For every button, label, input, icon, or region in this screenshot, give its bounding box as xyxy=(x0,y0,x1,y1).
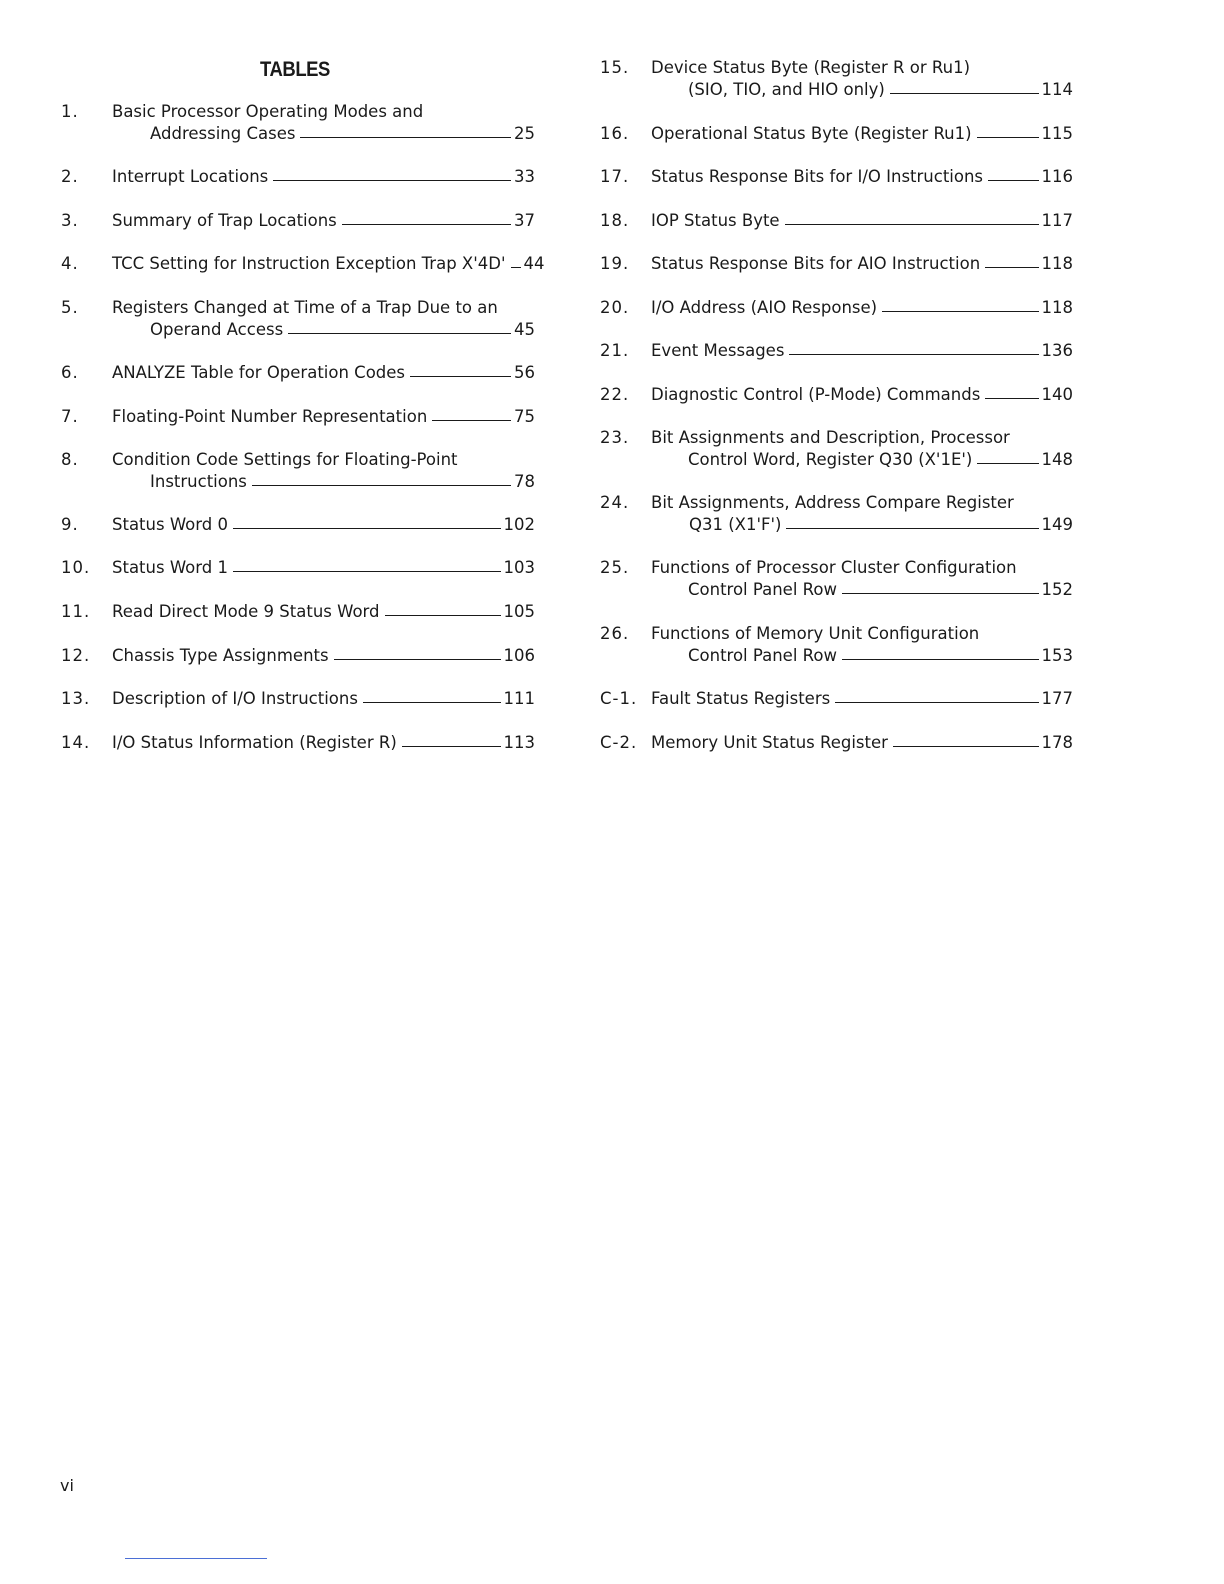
entry-line-with-page xyxy=(651,124,1073,143)
entry-page-number: 102 xyxy=(503,515,535,534)
entry-line-with-page xyxy=(689,515,1073,534)
entry-page-number: 149 xyxy=(1041,515,1073,534)
entry-title-line: Control Panel Row xyxy=(688,580,837,599)
entry-title-line: Event Messages xyxy=(651,341,785,360)
entry-page-number: 44 xyxy=(523,254,545,273)
entry-page-number: 116 xyxy=(1041,167,1073,186)
entry-line-with-page xyxy=(112,254,545,273)
entry-line-with-page xyxy=(688,646,1073,665)
leader-line xyxy=(786,515,1038,529)
entry-page-number: 177 xyxy=(1041,689,1073,708)
entry-line-with-page xyxy=(112,167,535,186)
entry-line-with-page xyxy=(651,211,1073,230)
entry-number: 23. xyxy=(600,428,630,447)
entry-line-with-page xyxy=(651,341,1073,360)
entry-title-line: Registers Changed at Time of a Trap Due to an xyxy=(112,298,498,317)
entry-title-line: Status Response Bits for AIO Instruction xyxy=(651,254,981,273)
entry-page-number: 45 xyxy=(514,320,535,339)
entry-number: C-2. xyxy=(600,733,638,752)
entry-title-line: Control Panel Row xyxy=(688,646,837,665)
leader-line xyxy=(252,472,511,486)
entry-page-number: 118 xyxy=(1041,298,1073,317)
entry-title-line: Bit Assignments and Description, Processor xyxy=(651,428,1010,447)
entry-title-line: Functions of Memory Unit Configuration xyxy=(651,624,980,643)
leader-line xyxy=(890,80,1039,94)
entry-title-line: Memory Unit Status Register xyxy=(651,733,888,752)
entry-line-with-page xyxy=(112,733,535,752)
entry-line-with-page xyxy=(112,407,535,426)
entry-title-line: Floating-Point Number Representation xyxy=(112,407,428,426)
leader-line xyxy=(300,124,511,138)
entry-page-number: 111 xyxy=(503,689,535,708)
entry-line-with-page xyxy=(651,254,1073,273)
entry-page-number: 115 xyxy=(1041,124,1073,143)
entry-line-with-page xyxy=(112,558,535,577)
entry-line-with-page xyxy=(651,298,1073,317)
leader-line xyxy=(402,733,501,747)
entry-number: 6. xyxy=(61,363,79,382)
entry-number: 24. xyxy=(600,493,630,512)
entry-title-line: Operational Status Byte (Register Ru1) xyxy=(651,124,972,143)
leader-line xyxy=(977,124,1039,138)
entry-number: 2. xyxy=(61,167,79,186)
entry-page-number: 117 xyxy=(1041,211,1073,230)
entry-page-number: 33 xyxy=(514,167,535,186)
entry-title-line: ANALYZE Table for Operation Codes xyxy=(112,363,406,382)
entry-line-with-page xyxy=(688,450,1073,469)
entry-title-line: Status Response Bits for I/O Instructions xyxy=(651,167,984,186)
entry-title-line: Description of I/O Instructions xyxy=(112,689,358,708)
entry-line-with-page xyxy=(112,363,535,382)
entry-title-line: Device Status Byte (Register R or Ru1) xyxy=(651,58,971,77)
entry-title-line: Read Direct Mode 9 Status Word xyxy=(112,602,380,621)
entry-number: 22. xyxy=(600,385,630,404)
leader-line xyxy=(842,646,1039,660)
leader-line xyxy=(511,254,521,268)
entry-line-with-page xyxy=(651,733,1073,752)
entry-number: 14. xyxy=(61,733,91,752)
entry-page-number: 75 xyxy=(514,407,535,426)
entry-number: 4. xyxy=(61,254,79,273)
leader-line xyxy=(334,646,501,660)
entry-line-with-page xyxy=(112,602,535,621)
entry-number: 3. xyxy=(61,211,79,230)
leader-line xyxy=(288,320,511,334)
entry-page-number: 178 xyxy=(1041,733,1073,752)
entry-title-line: I/O Status Information (Register R) xyxy=(112,733,397,752)
entry-title-line: Chassis Type Assignments xyxy=(112,646,329,665)
entry-page-number: 103 xyxy=(503,558,535,577)
entry-number: 16. xyxy=(600,124,630,143)
entry-number: 9. xyxy=(61,515,79,534)
entry-title-line: Addressing Cases xyxy=(150,124,296,143)
entry-title-line: Basic Processor Operating Modes and xyxy=(112,102,424,121)
entry-title-line: Diagnostic Control (P-Mode) Commands xyxy=(651,385,981,404)
page-number: vi xyxy=(60,1476,74,1495)
entry-line-with-page xyxy=(112,515,535,534)
entry-title-line: IOP Status Byte xyxy=(651,211,780,230)
entry-page-number: 152 xyxy=(1041,580,1073,599)
leader-line xyxy=(432,407,511,421)
leader-line xyxy=(273,167,511,181)
entry-page-number: 37 xyxy=(514,211,535,230)
leader-line xyxy=(985,385,1038,399)
entry-page-number: 78 xyxy=(514,472,535,491)
leader-line xyxy=(385,602,501,616)
entry-page-number: 114 xyxy=(1041,80,1073,99)
entry-line-with-page xyxy=(688,80,1073,99)
entry-title-line: Status Word 1 xyxy=(112,558,228,577)
page-title: TABLES xyxy=(260,58,330,81)
entry-number: 19. xyxy=(600,254,630,273)
entry-line-with-page xyxy=(651,385,1073,404)
entry-title-line: Interrupt Locations xyxy=(112,167,269,186)
entry-page-number: 148 xyxy=(1041,450,1073,469)
entry-title-line: (SIO, TIO, and HIO only) xyxy=(688,80,885,99)
entry-number: 13. xyxy=(61,689,91,708)
leader-line xyxy=(785,211,1039,225)
leader-line xyxy=(233,558,501,572)
entry-page-number: 25 xyxy=(514,124,535,143)
leader-line xyxy=(893,733,1039,747)
entry-number: C-1. xyxy=(600,689,638,708)
entry-title-line: Fault Status Registers xyxy=(651,689,831,708)
entry-line-with-page xyxy=(150,124,535,143)
leader-line xyxy=(842,580,1039,594)
entry-line-with-page xyxy=(150,472,535,491)
leader-line xyxy=(977,450,1038,464)
entry-title-line: TCC Setting for Instruction Exception Trap X'4D' xyxy=(112,254,506,273)
entry-line-with-page xyxy=(651,689,1073,708)
entry-line-with-page xyxy=(150,320,535,339)
entry-title-line: Operand Access xyxy=(150,320,284,339)
entry-number: 20. xyxy=(600,298,630,317)
leader-line xyxy=(882,298,1038,312)
entry-title-line: Functions of Processor Cluster Configuration xyxy=(651,558,1017,577)
entry-number: 5. xyxy=(61,298,79,317)
leader-line xyxy=(410,363,511,377)
entry-page-number: 105 xyxy=(503,602,535,621)
entry-line-with-page xyxy=(112,211,535,230)
entry-number: 21. xyxy=(600,341,630,360)
entry-title-line: Q31 (X1'F') xyxy=(689,515,782,534)
leader-line xyxy=(789,341,1038,355)
entry-page-number: 113 xyxy=(503,733,535,752)
entry-line-with-page xyxy=(112,689,535,708)
entry-page-number: 140 xyxy=(1041,385,1073,404)
entry-number: 1. xyxy=(61,102,79,121)
entry-page-number: 136 xyxy=(1041,341,1073,360)
entry-number: 7. xyxy=(61,407,79,426)
leader-line xyxy=(342,211,511,225)
scan-artifact-line xyxy=(125,1558,267,1559)
entry-page-number: 56 xyxy=(514,363,535,382)
entry-page-number: 106 xyxy=(503,646,535,665)
entry-number: 25. xyxy=(600,558,630,577)
entry-number: 17. xyxy=(600,167,630,186)
entry-number: 26. xyxy=(600,624,630,643)
entry-title-line: Bit Assignments, Address Compare Register xyxy=(651,493,1014,512)
entry-line-with-page xyxy=(651,167,1073,186)
leader-line xyxy=(835,689,1038,703)
entry-title-line: Instructions xyxy=(150,472,247,491)
entry-title-line: Summary of Trap Locations xyxy=(112,211,337,230)
entry-title-line: Control Word, Register Q30 (X'1E') xyxy=(688,450,973,469)
entry-page-number: 118 xyxy=(1041,254,1073,273)
entry-number: 11. xyxy=(61,602,91,621)
entry-title-line: Status Word 0 xyxy=(112,515,228,534)
entry-number: 8. xyxy=(61,450,79,469)
entry-number: 12. xyxy=(61,646,91,665)
leader-line xyxy=(233,515,501,529)
entry-title-line: I/O Address (AIO Response) xyxy=(651,298,878,317)
entry-number: 15. xyxy=(600,58,630,77)
entry-number: 18. xyxy=(600,211,630,230)
entry-title-line: Condition Code Settings for Floating-Point xyxy=(112,450,458,469)
entry-line-with-page xyxy=(112,646,535,665)
entry-line-with-page xyxy=(688,580,1073,599)
entry-page-number: 153 xyxy=(1041,646,1073,665)
leader-line xyxy=(363,689,501,703)
leader-line xyxy=(988,167,1038,181)
leader-line xyxy=(985,254,1038,268)
entry-number: 10. xyxy=(61,558,91,577)
